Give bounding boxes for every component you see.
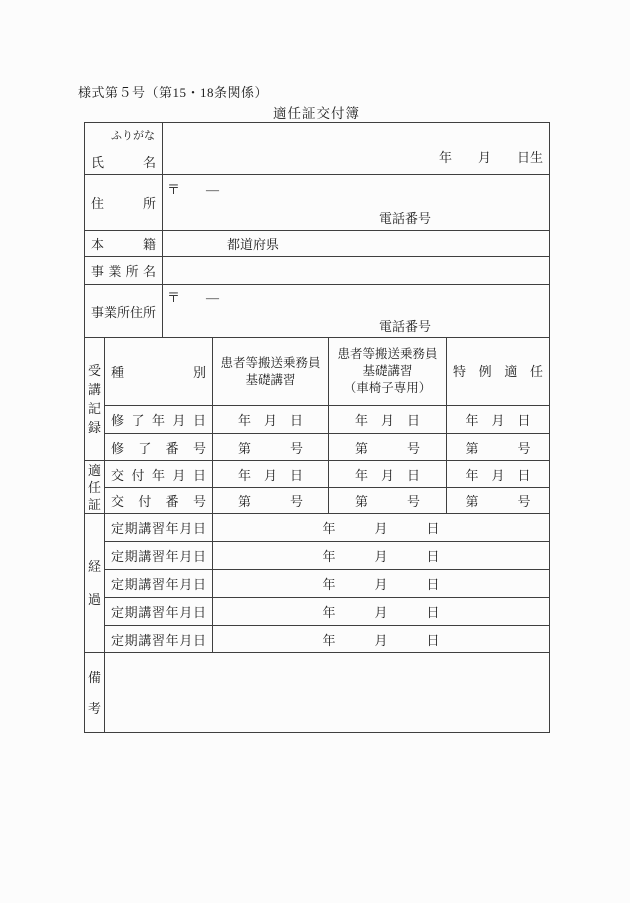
phone-label: 電話番号 — [379, 319, 432, 334]
name-label-cell — [85, 123, 163, 175]
type-label: 種別 — [111, 365, 206, 380]
completion-number-label-cell — [105, 434, 213, 461]
course-column-basic-header — [213, 338, 329, 406]
table-row — [85, 461, 550, 488]
address-field-cell — [163, 175, 550, 231]
certificate-register-table — [84, 122, 550, 733]
completion-number-label: 修了番号 — [111, 440, 206, 456]
domicile-label: 本籍 — [91, 237, 156, 252]
office-name-label-cell — [85, 257, 163, 285]
certificate-section-label: 適任証 — [87, 462, 101, 512]
completion-date-label-cell — [105, 406, 213, 434]
address-label-cell — [85, 175, 163, 231]
completion-date-cell: 年 月 日 — [213, 406, 329, 434]
table-row — [85, 231, 550, 257]
periodic-training-label: 定期講習年月日 — [111, 605, 206, 620]
issue-date-label-cell — [105, 461, 213, 488]
periodic-training-date-cell: 年 月 日 — [213, 514, 550, 542]
phone-label: 電話番号 — [379, 210, 432, 226]
periodic-training-label-cell — [105, 514, 213, 542]
address-label: 住所 — [91, 196, 156, 211]
postal-code-placeholder: 〒 ― — [167, 181, 220, 197]
completion-number-cell: 第 号 — [447, 434, 550, 461]
form-number: 様式第５号（第15・18条関係） — [78, 85, 269, 100]
issue-number-label-cell — [105, 488, 213, 514]
course-record-section-label: 受講記録 — [87, 363, 101, 435]
issue-date-cell: 年 月 日 — [329, 461, 447, 488]
office-address-field-cell — [163, 285, 550, 338]
remarks-section-cell — [85, 653, 105, 733]
course-column-wheelchair-header — [329, 338, 447, 406]
periodic-training-label-cell — [105, 542, 213, 570]
periodic-training-date-cell: 年 月 日 — [213, 626, 550, 653]
office-name-field-cell — [163, 257, 550, 285]
periodic-training-label-cell — [105, 570, 213, 598]
course-column-line: 特例適任 — [453, 364, 544, 379]
completion-number-cell: 第 号 — [329, 434, 447, 461]
domicile-label-cell — [85, 231, 163, 257]
remarks-field-cell — [105, 653, 550, 733]
course-column-line: 基礎講習 — [245, 372, 296, 387]
completion-date-label: 修了年月日 — [111, 413, 206, 428]
table-row — [85, 653, 550, 733]
issue-date-cell: 年 月 日 — [447, 461, 550, 488]
issue-number-label: 交付番号 — [111, 494, 206, 509]
periodic-training-date-cell: 年 月 日 — [213, 542, 550, 570]
office-address-label: 事業所住所 — [91, 304, 157, 320]
completion-date-cell: 年 月 日 — [329, 406, 447, 434]
periodic-training-label: 定期講習年月日 — [111, 577, 206, 592]
periodic-training-label-cell — [105, 626, 213, 653]
office-address-label-cell — [85, 285, 163, 338]
periodic-training-label-cell — [105, 598, 213, 626]
issue-number-cell: 第 号 — [213, 488, 329, 514]
course-column-special-header — [447, 338, 550, 406]
course-record-section-cell — [85, 338, 105, 461]
table-row — [85, 338, 550, 406]
issue-number-cell: 第 号 — [447, 488, 550, 514]
course-column-line: （車椅子専用） — [343, 381, 432, 395]
issue-date-label: 交付年月日 — [111, 467, 206, 483]
table-row — [85, 570, 550, 598]
progress-section-cell — [85, 514, 105, 653]
table-row — [85, 488, 550, 514]
table-row — [85, 626, 550, 653]
name-label: 氏名 — [91, 154, 156, 170]
name-field-cell — [163, 123, 550, 175]
periodic-training-date-cell: 年 月 日 — [213, 570, 550, 598]
table-row — [85, 123, 550, 175]
birthdate-placeholder: 年 月 日生 — [439, 150, 544, 165]
progress-section-label: 経過 — [87, 559, 101, 607]
issue-number-cell: 第 号 — [329, 488, 447, 514]
periodic-training-label: 定期講習年月日 — [111, 549, 206, 564]
furigana-label: ふりがな — [111, 129, 155, 142]
prefecture-placeholder: 都道府県 — [227, 237, 280, 252]
periodic-training-label: 定期講習年月日 — [111, 632, 206, 648]
domicile-field-cell — [163, 231, 550, 257]
table-row — [85, 514, 550, 542]
periodic-training-date-cell: 年 月 日 — [213, 598, 550, 626]
issue-date-cell: 年 月 日 — [213, 461, 329, 488]
course-column-line: 患者等搬送乗務員 — [220, 355, 321, 370]
course-column-line: 基礎講習 — [362, 364, 413, 378]
course-column-line: 患者等搬送乗務員 — [337, 347, 438, 361]
table-row — [85, 285, 550, 338]
table-row — [85, 434, 550, 461]
completion-number-cell: 第 号 — [213, 434, 329, 461]
periodic-training-label: 定期講習年月日 — [111, 521, 206, 536]
table-row — [85, 257, 550, 285]
table-row — [85, 598, 550, 626]
remarks-section-label: 備考 — [87, 669, 101, 716]
table-row — [85, 175, 550, 231]
table-row — [85, 406, 550, 434]
completion-date-cell: 年 月 日 — [447, 406, 550, 434]
office-name-label: 事業所名 — [91, 264, 156, 279]
type-label-cell — [105, 338, 213, 406]
postal-code-placeholder: 〒 ― — [167, 290, 220, 305]
certificate-section-cell — [85, 461, 105, 514]
table-row — [85, 542, 550, 570]
page-title: 適任証交付簿 — [273, 106, 360, 121]
